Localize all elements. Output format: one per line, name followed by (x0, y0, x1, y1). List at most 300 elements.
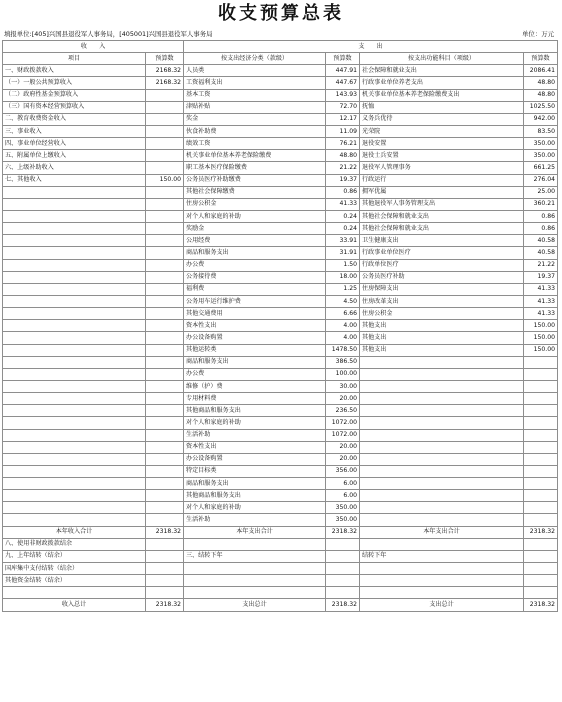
econ-value: 30.00 (326, 380, 360, 392)
table-row (3, 502, 558, 514)
econ-value: 11.09 (326, 125, 360, 137)
econ-value: 31.91 (326, 247, 360, 259)
empty-cell (184, 575, 326, 587)
func-grand-total-value: 2318.32 (524, 599, 558, 611)
econ-value: 1.50 (326, 259, 360, 271)
econ-value: 0.86 (326, 186, 360, 198)
income-value (146, 247, 184, 259)
econ-item: 对个人和家庭的补助 (184, 502, 326, 514)
econ-item: 住房公积金 (184, 198, 326, 210)
table-row (3, 259, 558, 271)
func-value (524, 393, 558, 405)
col-econ-budget-header: 预算数 (326, 53, 360, 65)
econ-value: 143.93 (326, 89, 360, 101)
table-row (3, 478, 558, 490)
econ-item: 商品和服务支出 (184, 356, 326, 368)
table-row (3, 65, 558, 77)
table-row (3, 465, 558, 477)
table-row (3, 514, 558, 526)
func-item: 其他支出 (360, 344, 524, 356)
econ-item: 办公费 (184, 259, 326, 271)
prior-year-carryover-label: 九、上年结转（结余） (3, 550, 146, 562)
income-item (3, 380, 146, 392)
blank-row (3, 587, 558, 599)
col-income-budget-header: 预算数 (146, 53, 184, 65)
header-row-sections (3, 41, 558, 53)
income-value (146, 210, 184, 222)
econ-item: 其他运转类 (184, 344, 326, 356)
empty-cell (524, 563, 558, 575)
table-row (3, 417, 558, 429)
func-item: 义务兵优待 (360, 113, 524, 125)
func-item (360, 380, 524, 392)
econ-item: 其他交通费用 (184, 308, 326, 320)
func-item: 抚恤 (360, 101, 524, 113)
func-item (360, 405, 524, 417)
income-value (146, 113, 184, 125)
func-item: 行政单位医疗 (360, 259, 524, 271)
income-item (3, 198, 146, 210)
func-value: 942.00 (524, 113, 558, 125)
econ-item: 维修（护）费 (184, 380, 326, 392)
income-item (3, 235, 146, 247)
income-item: 一、财政拨款收入 (3, 65, 146, 77)
income-grand-total-value: 2318.32 (146, 599, 184, 611)
income-value (146, 162, 184, 174)
table-row (3, 380, 558, 392)
econ-item: 绩效工资 (184, 138, 326, 150)
table-row (3, 271, 558, 283)
col-item-header: 项目 (3, 53, 146, 65)
expense-total-value: 2318.32 (326, 526, 360, 538)
func-item: 住房改革支出 (360, 295, 524, 307)
func-value: 48.80 (524, 77, 558, 89)
func-item: 其他支出 (360, 332, 524, 344)
func-item: 退役安置 (360, 138, 524, 150)
other-fund-carryover-label: 其他资金结转（结余） (3, 575, 146, 587)
non-fiscal-balance-value (146, 538, 184, 550)
func-value: 48.80 (524, 89, 558, 101)
econ-item: 工资福利支出 (184, 77, 326, 89)
econ-item: 办公设备购置 (184, 332, 326, 344)
reporting-unit: 填报单位:[405]兴国县退役军人事务局，[405001]兴国县退役军人事务局 (4, 30, 213, 38)
income-value (146, 380, 184, 392)
func-value: 276.04 (524, 174, 558, 186)
next-year-carryover-func-value (524, 550, 558, 562)
table-row (3, 150, 558, 162)
income-value: 2168.32 (146, 65, 184, 77)
func-item (360, 478, 524, 490)
econ-value: 1.25 (326, 283, 360, 295)
func-item: 住房保障支出 (360, 283, 524, 295)
income-item (3, 502, 146, 514)
func-item (360, 356, 524, 368)
treasury-carryover-label: 国库集中支付结转（结余） (3, 563, 146, 575)
func-value: 21.22 (524, 259, 558, 271)
func-value: 1025.50 (524, 101, 558, 113)
income-value (146, 150, 184, 162)
func-value: 360.21 (524, 198, 558, 210)
func-value (524, 465, 558, 477)
income-value (146, 186, 184, 198)
func-value (524, 368, 558, 380)
econ-value: 1478.50 (326, 344, 360, 356)
income-item (3, 478, 146, 490)
income-value (146, 453, 184, 465)
budget-summary-table (2, 40, 558, 612)
func-item: 拥军优属 (360, 186, 524, 198)
income-total-value: 2318.32 (146, 526, 184, 538)
econ-item: 其他社会保障缴费 (184, 186, 326, 198)
econ-value: 18.00 (326, 271, 360, 283)
income-value (146, 235, 184, 247)
econ-value: 48.80 (326, 150, 360, 162)
income-value (146, 332, 184, 344)
func-value (524, 405, 558, 417)
econ-value: 447.67 (326, 77, 360, 89)
table-row (3, 405, 558, 417)
table-row (3, 320, 558, 332)
econ-value: 76.21 (326, 138, 360, 150)
treasury-carryover-row (3, 563, 558, 575)
econ-item: 福利费 (184, 283, 326, 295)
econ-item: 生活补助 (184, 429, 326, 441)
func-value (524, 441, 558, 453)
table-row (3, 368, 558, 380)
econ-value: 0.24 (326, 223, 360, 235)
econ-value: 1072.00 (326, 417, 360, 429)
econ-item: 商品和服务支出 (184, 478, 326, 490)
income-value (146, 89, 184, 101)
table-row (3, 356, 558, 368)
func-value: 41.33 (524, 283, 558, 295)
currency-unit: 单位：万元 (522, 30, 554, 38)
empty-cell (326, 563, 360, 575)
income-value (146, 393, 184, 405)
col-func-budget-header: 预算数 (524, 53, 558, 65)
income-item (3, 368, 146, 380)
func-value: 41.33 (524, 295, 558, 307)
econ-item: 其他商品和服务支出 (184, 490, 326, 502)
income-value (146, 308, 184, 320)
econ-item: 商品和服务支出 (184, 247, 326, 259)
income-value (146, 138, 184, 150)
empty-cell (524, 587, 558, 599)
next-year-carryover-label: 三、结转下年 (184, 550, 326, 562)
func-item (360, 429, 524, 441)
col-econ-class-header: 按支出经济分类（款级） (184, 53, 326, 65)
table-row (3, 89, 558, 101)
income-value (146, 125, 184, 137)
table-row (3, 186, 558, 198)
econ-value: 21.22 (326, 162, 360, 174)
non-fiscal-balance-row (3, 538, 558, 550)
empty-cell (146, 563, 184, 575)
income-total-label: 本年收入合计 (3, 526, 146, 538)
empty-cell (524, 538, 558, 550)
func-value: 0.86 (524, 210, 558, 222)
income-item (3, 429, 146, 441)
empty-cell (360, 538, 524, 550)
table-row (3, 125, 558, 137)
income-item (3, 210, 146, 222)
income-item (3, 295, 146, 307)
econ-item: 专用材料费 (184, 393, 326, 405)
income-item (3, 271, 146, 283)
func-value: 350.00 (524, 150, 558, 162)
table-row (3, 344, 558, 356)
econ-value: 236.50 (326, 405, 360, 417)
table-row (3, 210, 558, 222)
income-value (146, 101, 184, 113)
table-row (3, 332, 558, 344)
func-value (524, 514, 558, 526)
econ-value: 4.00 (326, 332, 360, 344)
func-value: 0.86 (524, 223, 558, 235)
func-value: 150.00 (524, 344, 558, 356)
table-row (3, 113, 558, 125)
income-item (3, 417, 146, 429)
func-item: 行政事业单位养老支出 (360, 77, 524, 89)
econ-item: 人员类 (184, 65, 326, 77)
func-value: 25.00 (524, 186, 558, 198)
income-value (146, 417, 184, 429)
func-item: 住房公积金 (360, 308, 524, 320)
econ-value: 356.00 (326, 465, 360, 477)
empty-cell (184, 538, 326, 550)
empty-cell (326, 538, 360, 550)
func-item: 其他社会保障和就业支出 (360, 210, 524, 222)
income-item (3, 186, 146, 198)
income-item (3, 405, 146, 417)
econ-item: 对个人和家庭的补助 (184, 417, 326, 429)
func-value: 150.00 (524, 320, 558, 332)
table-row (3, 295, 558, 307)
income-item (3, 332, 146, 344)
table-row (3, 77, 558, 89)
func-value: 40.58 (524, 235, 558, 247)
func-item (360, 502, 524, 514)
table-row (3, 283, 558, 295)
empty-cell (3, 587, 146, 599)
econ-item: 特定目标类 (184, 465, 326, 477)
income-header: 收 入 (3, 41, 184, 53)
econ-value: 41.33 (326, 198, 360, 210)
econ-item: 办公费 (184, 368, 326, 380)
econ-item: 基本工资 (184, 89, 326, 101)
income-value: 2168.32 (146, 77, 184, 89)
func-item: 卫生健康支出 (360, 235, 524, 247)
func-value: 40.58 (524, 247, 558, 259)
func-value: 150.00 (524, 332, 558, 344)
econ-item: 其他商品和服务支出 (184, 405, 326, 417)
empty-cell (360, 587, 524, 599)
empty-cell (146, 575, 184, 587)
econ-value: 6.66 (326, 308, 360, 320)
grand-total-row (3, 599, 558, 611)
income-item (3, 441, 146, 453)
func-item: 其他社会保障和就业支出 (360, 223, 524, 235)
func-item: 社会保障和就业支出 (360, 65, 524, 77)
empty-cell (524, 575, 558, 587)
empty-cell (326, 575, 360, 587)
econ-item: 资本性支出 (184, 441, 326, 453)
income-item: 五、附属单位上缴收入 (3, 150, 146, 162)
econ-item: 对个人和家庭的补助 (184, 210, 326, 222)
table-footer (3, 526, 558, 611)
econ-item: 办公设备购置 (184, 453, 326, 465)
income-value (146, 198, 184, 210)
income-item: （三）国有资本经营预算收入 (3, 101, 146, 113)
table-row (3, 247, 558, 259)
econ-value: 33.91 (326, 235, 360, 247)
econ-item: 伙食补助费 (184, 125, 326, 137)
table-row (3, 174, 558, 186)
income-value (146, 320, 184, 332)
income-value (146, 368, 184, 380)
func-total-label: 本年支出合计 (360, 526, 524, 538)
func-value: 350.00 (524, 138, 558, 150)
empty-cell (184, 563, 326, 575)
income-value (146, 441, 184, 453)
table-row (3, 198, 558, 210)
func-value (524, 490, 558, 502)
econ-value: 20.00 (326, 453, 360, 465)
table-body (3, 41, 558, 527)
econ-item: 津贴补贴 (184, 101, 326, 113)
table-row (3, 223, 558, 235)
income-item (3, 465, 146, 477)
func-item: 机关事业单位基本养老保险缴费支出 (360, 89, 524, 101)
func-item (360, 368, 524, 380)
econ-value: 20.00 (326, 441, 360, 453)
income-value (146, 478, 184, 490)
func-value: 19.37 (524, 271, 558, 283)
econ-item: 机关事业单位基本养老保险缴费 (184, 150, 326, 162)
income-item (3, 344, 146, 356)
func-item (360, 514, 524, 526)
income-value (146, 356, 184, 368)
expense-grand-total-label: 支出总计 (184, 599, 326, 611)
income-value: 150.00 (146, 174, 184, 186)
func-item (360, 453, 524, 465)
func-item: 公务员医疗补助 (360, 271, 524, 283)
func-item: 光荣院 (360, 125, 524, 137)
income-item (3, 223, 146, 235)
table-row (3, 308, 558, 320)
income-value (146, 514, 184, 526)
table-row (3, 441, 558, 453)
func-value: 2086.41 (524, 65, 558, 77)
income-value (146, 271, 184, 283)
func-item: 退役军人管理事务 (360, 162, 524, 174)
econ-value: 350.00 (326, 514, 360, 526)
table-row (3, 490, 558, 502)
econ-value: 6.00 (326, 478, 360, 490)
income-item (3, 320, 146, 332)
income-value (146, 405, 184, 417)
func-item: 退役士兵安置 (360, 150, 524, 162)
income-item (3, 247, 146, 259)
func-item (360, 490, 524, 502)
func-value: 661.25 (524, 162, 558, 174)
page-title: 收支预算总表 (218, 3, 344, 24)
table-row (3, 393, 558, 405)
func-value: 83.50 (524, 125, 558, 137)
func-item (360, 393, 524, 405)
econ-item: 公务接待费 (184, 271, 326, 283)
next-year-carryover-func-label: 结转下年 (360, 550, 524, 562)
income-item (3, 514, 146, 526)
econ-item: 公用经费 (184, 235, 326, 247)
func-value (524, 417, 558, 429)
econ-value: 4.50 (326, 295, 360, 307)
table-row (3, 429, 558, 441)
income-value (146, 429, 184, 441)
income-item: （一）一般公共预算收入 (3, 77, 146, 89)
income-item: 三、事业收入 (3, 125, 146, 137)
func-value (524, 478, 558, 490)
table-row (3, 235, 558, 247)
income-item: 七、其他收入 (3, 174, 146, 186)
func-value (524, 380, 558, 392)
income-item (3, 393, 146, 405)
econ-value: 386.50 (326, 356, 360, 368)
econ-value: 447.91 (326, 65, 360, 77)
econ-value: 1072.00 (326, 429, 360, 441)
prior-year-carryover-value (146, 550, 184, 562)
econ-item: 资本性支出 (184, 320, 326, 332)
econ-item: 公务员医疗补助缴费 (184, 174, 326, 186)
econ-value: 0.24 (326, 210, 360, 222)
income-item: 二、教育收费资金收入 (3, 113, 146, 125)
income-value (146, 283, 184, 295)
income-item (3, 283, 146, 295)
income-value (146, 502, 184, 514)
func-item: 其他支出 (360, 320, 524, 332)
func-value (524, 453, 558, 465)
econ-item: 奖金 (184, 113, 326, 125)
func-value (524, 502, 558, 514)
func-item: 其他退役军人事务管理支出 (360, 198, 524, 210)
econ-value: 4.00 (326, 320, 360, 332)
income-item (3, 490, 146, 502)
next-year-carryover-value (326, 550, 360, 562)
table-row (3, 138, 558, 150)
func-item (360, 441, 524, 453)
income-item (3, 356, 146, 368)
carryover-row (3, 550, 558, 562)
econ-value: 12.17 (326, 113, 360, 125)
income-value (146, 259, 184, 271)
func-value (524, 429, 558, 441)
func-item (360, 465, 524, 477)
income-value (146, 490, 184, 502)
income-item (3, 453, 146, 465)
func-item: 行政事业单位医疗 (360, 247, 524, 259)
col-func-class-header: 按支出功能科目（项级） (360, 53, 524, 65)
empty-cell (360, 563, 524, 575)
table-row (3, 101, 558, 113)
econ-value: 100.00 (326, 368, 360, 380)
econ-value: 20.00 (326, 393, 360, 405)
income-value (146, 344, 184, 356)
empty-cell (184, 587, 326, 599)
func-item (360, 417, 524, 429)
income-item: （二）政府性基金预算收入 (3, 89, 146, 101)
econ-value: 350.00 (326, 502, 360, 514)
year-total-row (3, 526, 558, 538)
